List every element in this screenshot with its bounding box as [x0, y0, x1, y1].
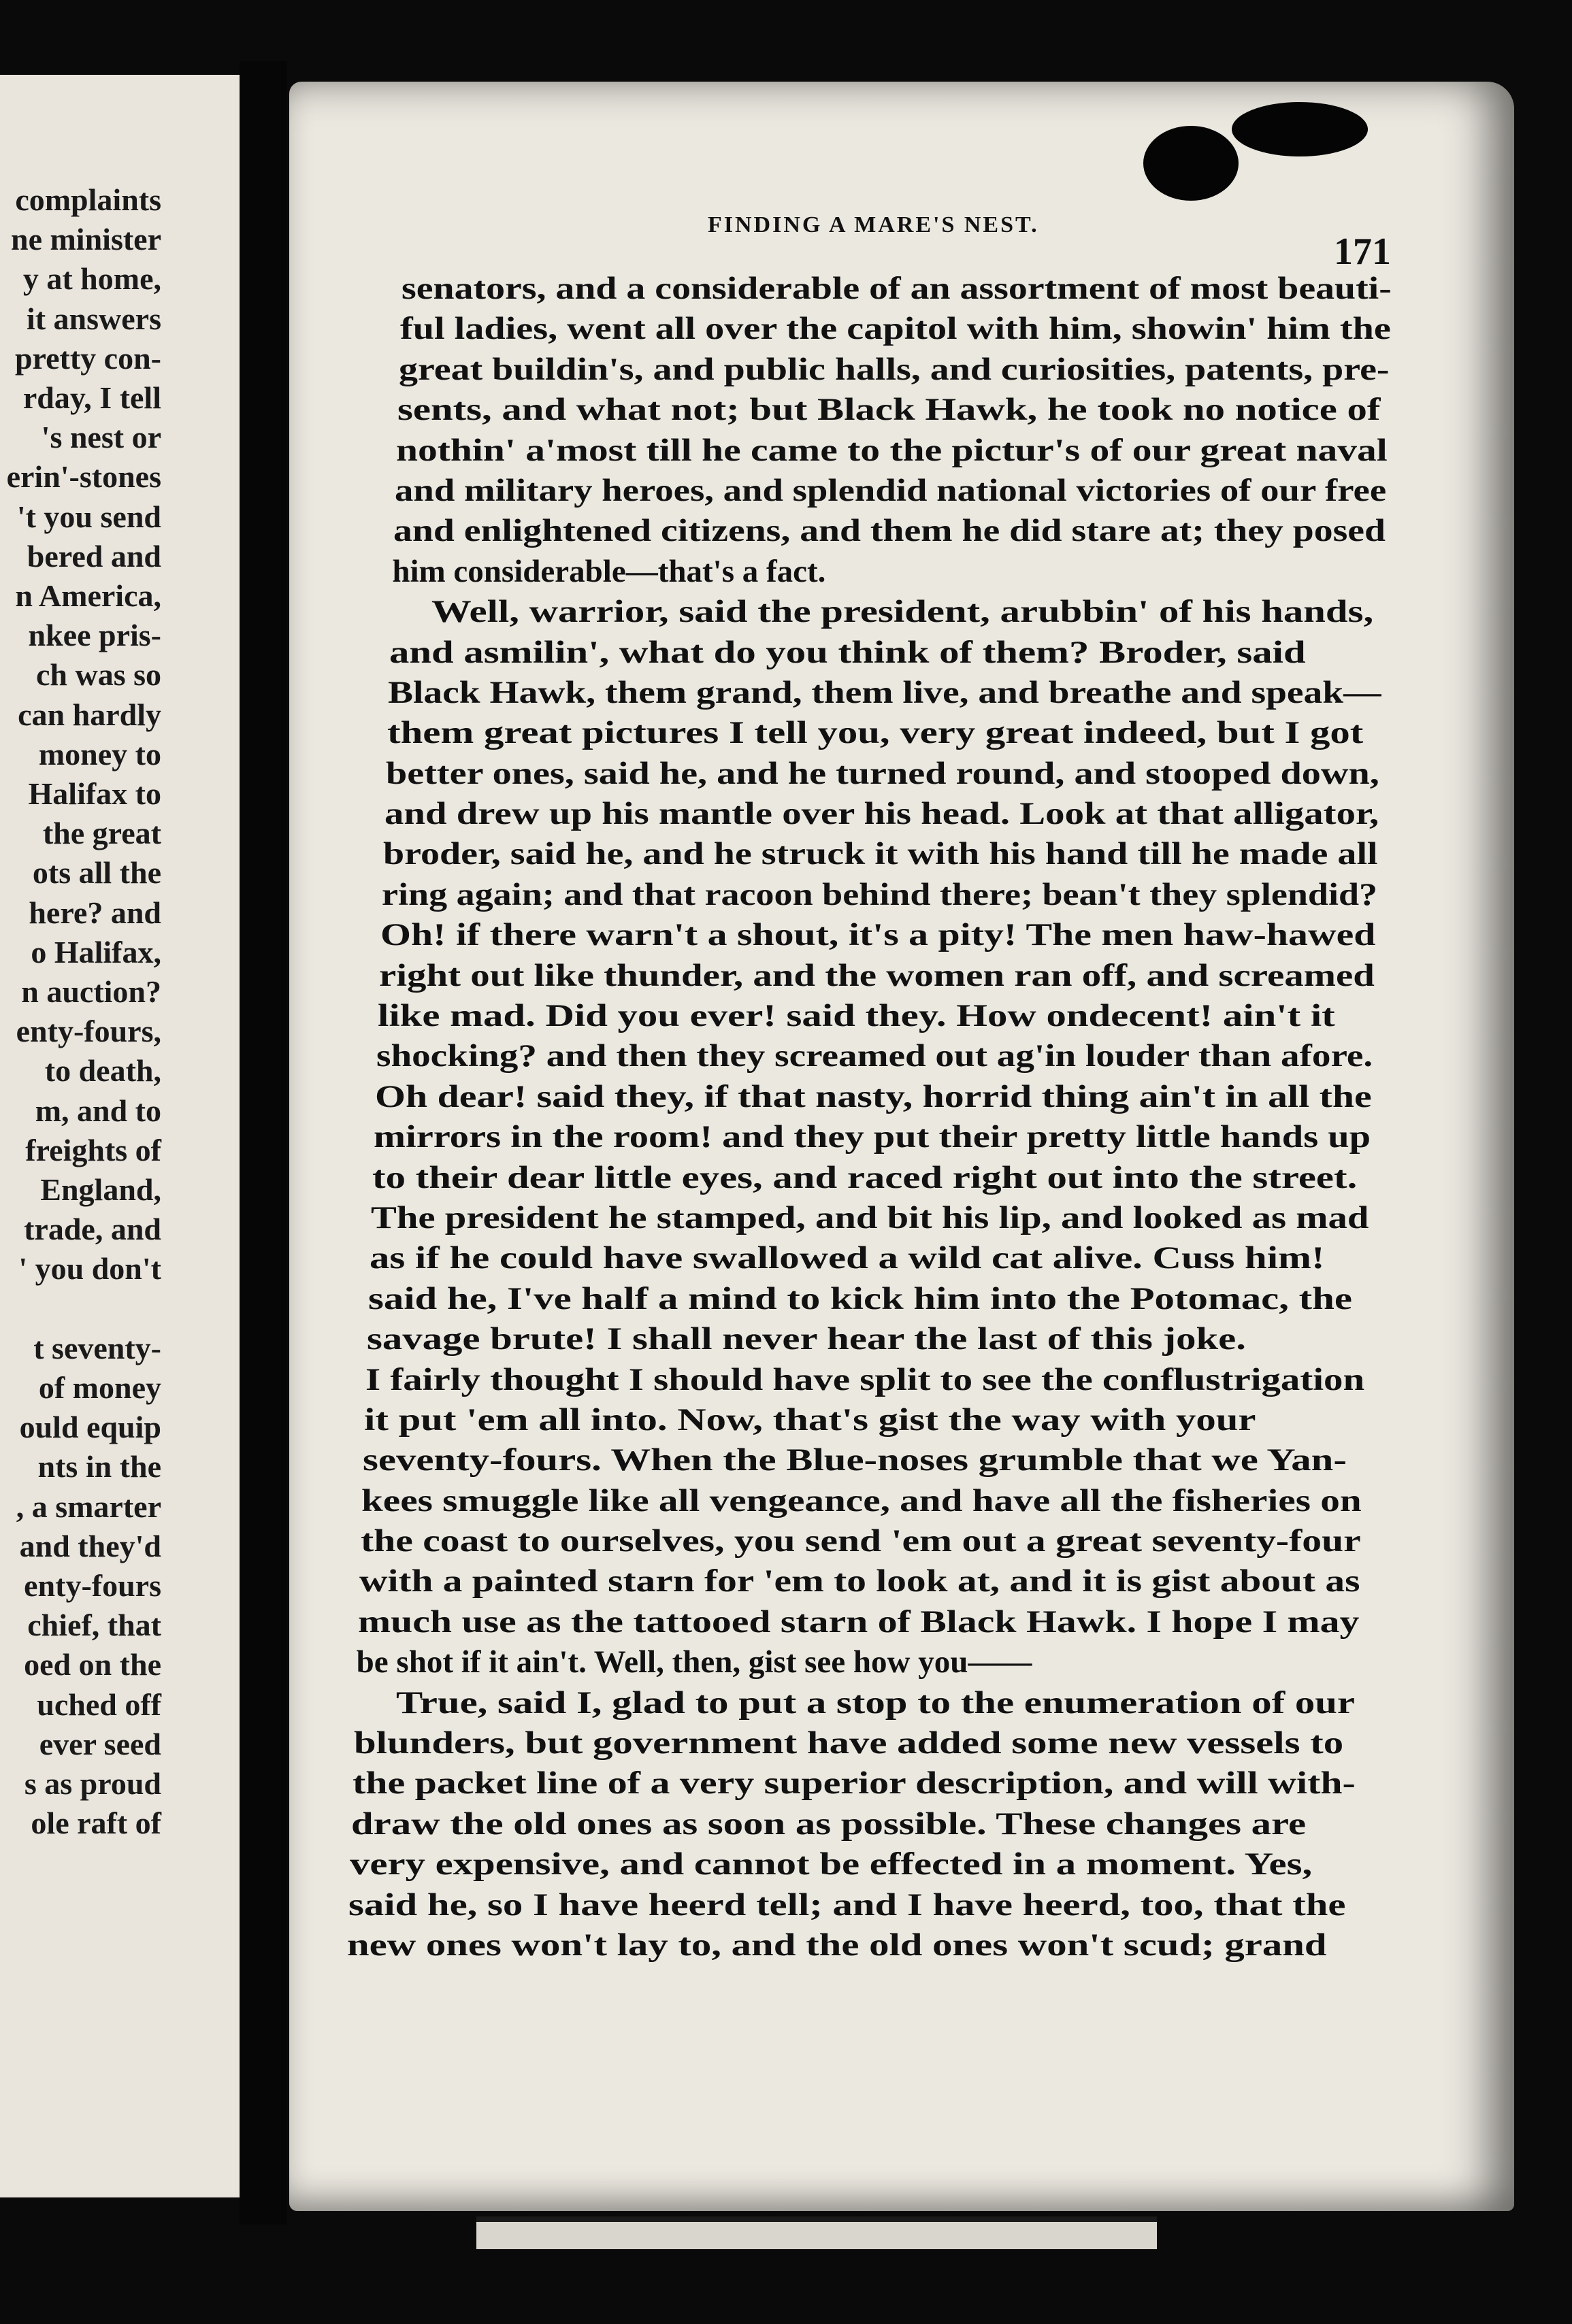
left-page-line: trade, and — [24, 1212, 161, 1247]
body-line: Oh! if there warn't a shout, it's a pity! The men haw-hawed — [380, 917, 1376, 953]
ink-blot — [1232, 102, 1368, 156]
left-page-line: freights of — [25, 1132, 161, 1167]
body-line: be shot if it ain't. Well, then, gist see how you—— — [356, 1644, 1032, 1680]
left-page-line: nts in the — [37, 1449, 161, 1484]
left-page-line: 't you send — [16, 499, 161, 534]
page-bottom-edge — [476, 2217, 1157, 2249]
left-page-line: enty-fours, — [16, 1014, 161, 1049]
left-page-line: t seventy- — [33, 1330, 161, 1365]
left-page-line: of money — [38, 1370, 161, 1405]
body-line: The president he stamped, and bit his lip, and looked as mad — [371, 1199, 1369, 1235]
body-line: much use as the tattooed starn of Black Hawk. I hope I may — [357, 1604, 1360, 1640]
body-line: and military heroes, and splendid national victories of our free — [395, 472, 1387, 508]
body-line: Well, warrior, said the president, arubbin' of his hands, — [431, 594, 1374, 630]
body-line: great buildin's, and public halls, and curiosities, patents, pre- — [399, 351, 1390, 387]
body-line: shocking? and then they screamed out ag'in louder than afore. — [376, 1038, 1373, 1074]
left-page-line: uched off — [37, 1687, 161, 1722]
left-page-line: pretty con- — [14, 340, 161, 376]
left-page — [0, 75, 240, 2197]
left-page-line: , a smarter — [16, 1489, 161, 1524]
body-line: ful ladies, went all over the capitol with him, showin' him the — [400, 311, 1391, 347]
body-line: to their dear little eyes, and raced right out into the street. — [372, 1159, 1358, 1195]
body-line: better ones, said he, and he turned round, and stooped down, — [385, 755, 1379, 791]
body-line: ring again; and that racoon behind there; bean't they splendid? — [381, 876, 1377, 912]
left-page-line: can hardly — [18, 697, 161, 732]
left-page-line: ne minister — [10, 222, 161, 257]
body-line: kees smuggle like all vengeance, and have all the fisheries on — [361, 1482, 1362, 1518]
left-page-line: the great — [42, 816, 161, 851]
body-line: sents, and what not; but Black Hawk, he took no notice of — [397, 392, 1381, 428]
body-line: it put 'em all into. Now, that's gist the way with your — [364, 1401, 1256, 1438]
left-page-line: y at home, — [22, 261, 161, 297]
body-line: right out like thunder, and the women ran off, and screamed — [378, 957, 1375, 993]
left-page-line: here? and — [29, 895, 161, 930]
left-page-line: m, and to — [35, 1093, 161, 1128]
body-line: blunders, but government have added some new vessels to — [353, 1725, 1343, 1761]
page-number: 171 — [1334, 231, 1391, 273]
left-page-line: money to — [38, 736, 161, 771]
left-page-line: ould equip — [19, 1410, 161, 1445]
left-page-line: enty-fours — [24, 1568, 161, 1603]
left-page-line: ots all the — [32, 855, 161, 891]
left-page-line: it answers — [26, 301, 161, 336]
left-page-line: n America, — [15, 578, 161, 613]
body-line: nothin' a'most till he came to the pictur's of our great naval — [396, 432, 1388, 468]
left-page-line: chief, that — [27, 1608, 161, 1643]
left-page-line: and they'd — [19, 1528, 161, 1563]
left-page-line: ' you don't — [18, 1251, 161, 1286]
left-page-line: to death, — [44, 1053, 161, 1089]
body-line: draw the old ones as soon as possible. These changes are — [350, 1806, 1306, 1842]
left-page-line: nkee pris- — [28, 618, 161, 653]
body-line: very expensive, and cannot be effected in a moment. Yes, — [349, 1846, 1313, 1882]
left-page-line: complaints — [15, 182, 161, 217]
body-line: said he, so I have heerd tell; and I have heerd, too, that the — [348, 1887, 1346, 1923]
body-line: them great pictures I tell you, very great indeed, but I got — [387, 715, 1363, 751]
body-line: savage brute! I shall never hear the last of this joke. — [367, 1321, 1247, 1357]
body-line: with a painted starn for 'em to look at, and it is gist about as — [359, 1563, 1360, 1599]
left-page-line: 's nest or — [41, 420, 161, 455]
left-page-line: oed on the — [24, 1647, 161, 1682]
body-line: senators, and a considerable of an assortment of most beauti- — [402, 271, 1392, 306]
book-gutter — [240, 61, 287, 2225]
left-page-line: ole raft of — [31, 1806, 161, 1841]
body-line: seventy-fours. When the Blue-noses grumble that we Yan- — [363, 1442, 1347, 1478]
body-line: True, said I, glad to put a stop to the enumeration of our — [395, 1684, 1355, 1721]
left-page-line: ch was so — [35, 657, 161, 693]
body-line: and enlightened citizens, and them he did stare at; they posed — [393, 513, 1386, 549]
left-page-line: n auction? — [21, 974, 161, 1009]
body-line: and asmilin', what do you think of them? Broder, said — [389, 634, 1307, 670]
left-page-line: s as proud — [24, 1766, 161, 1801]
body-line: broder, said he, and he struck it with his hand till he made all — [382, 836, 1378, 872]
body-line: said he, I've half a mind to kick him into the Potomac, the — [368, 1280, 1353, 1316]
body-line: and drew up his mantle over his head. Look at that alligator, — [384, 796, 1379, 832]
left-page-line: ever seed — [39, 1726, 161, 1761]
left-page-line: England, — [40, 1172, 161, 1207]
body-line: Oh dear! said they, if that nasty, horrid thing ain't in all the — [374, 1078, 1372, 1114]
running-header: FINDING A MARE'S NEST. — [708, 212, 1039, 237]
body-line: him considerable—that's a fact. — [392, 553, 826, 589]
body-line: like mad. Did you ever! said they. How ondecent! ain't it — [377, 998, 1335, 1034]
left-page-line: Halifax to — [28, 776, 161, 811]
left-page-line: rday, I tell — [22, 380, 161, 415]
body-line: the packet line of a very superior description, and will with- — [352, 1765, 1356, 1802]
body-line: mirrors in the room! and they put their pretty little hands up — [374, 1119, 1371, 1155]
body-line: the coast to ourselves, you send 'em out a great seventy-four — [360, 1523, 1361, 1559]
body-line: as if he could have swallowed a wild cat alive. Cuss him! — [370, 1240, 1325, 1276]
body-line: new ones won't lay to, and the old ones won't scud; grand — [347, 1927, 1327, 1963]
left-page-line: erin'-stones — [6, 459, 161, 495]
left-page-line: o Halifax, — [31, 934, 161, 969]
body-line: I fairly thought I should have split to see the conflustrigation — [365, 1361, 1365, 1397]
body-line: Black Hawk, them grand, them live, and breathe and speak— — [388, 674, 1382, 710]
ink-blot — [1143, 126, 1239, 201]
left-page-line: bered and — [27, 538, 161, 574]
